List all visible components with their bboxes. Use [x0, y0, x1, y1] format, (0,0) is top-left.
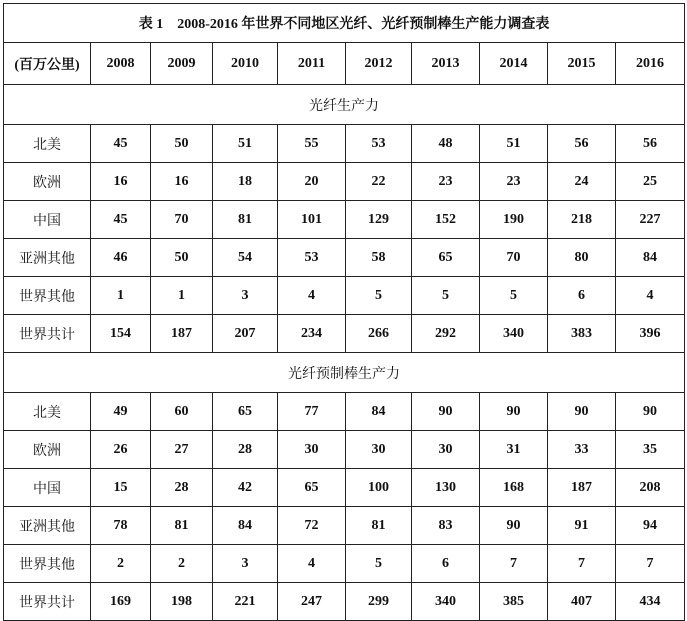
- value-cell: 91: [548, 507, 616, 545]
- table-row: [4, 393, 685, 431]
- value-cell: 35: [616, 431, 685, 469]
- value-cell: 168: [480, 469, 548, 507]
- value-cell: 77: [278, 393, 346, 431]
- value-cell: 27: [151, 431, 213, 469]
- table-row: [4, 545, 685, 583]
- value-cell: 25: [616, 163, 685, 201]
- value-cell: 81: [213, 201, 278, 239]
- value-cell: 2: [91, 545, 151, 583]
- value-cell: 15: [91, 469, 151, 507]
- value-cell: 84: [616, 239, 685, 277]
- table-row: [4, 201, 685, 239]
- value-cell: 53: [346, 125, 412, 163]
- value-cell: 130: [412, 469, 480, 507]
- value-cell: 30: [346, 431, 412, 469]
- value-cell: 80: [548, 239, 616, 277]
- value-cell: 198: [151, 583, 213, 621]
- region-cell: 亚洲其他: [4, 507, 91, 545]
- section-label: 光纤预制棒生产力: [4, 353, 685, 393]
- value-cell: 152: [412, 201, 480, 239]
- value-cell: 7: [480, 545, 548, 583]
- value-cell: 16: [91, 163, 151, 201]
- value-cell: 51: [480, 125, 548, 163]
- value-cell: 292: [412, 315, 480, 353]
- table-row: [4, 507, 685, 545]
- year-header: 2016: [616, 43, 685, 85]
- section-row: [4, 353, 685, 393]
- value-cell: 51: [213, 125, 278, 163]
- value-cell: 65: [412, 239, 480, 277]
- value-cell: 1: [91, 277, 151, 315]
- value-cell: 31: [480, 431, 548, 469]
- value-cell: 5: [412, 277, 480, 315]
- value-cell: 234: [278, 315, 346, 353]
- value-cell: 53: [278, 239, 346, 277]
- value-cell: 396: [616, 315, 685, 353]
- value-cell: 46: [91, 239, 151, 277]
- value-cell: 3: [213, 277, 278, 315]
- region-cell: 北美: [4, 125, 91, 163]
- value-cell: 407: [548, 583, 616, 621]
- value-cell: 33: [548, 431, 616, 469]
- region-cell: 中国: [4, 201, 91, 239]
- value-cell: 90: [480, 393, 548, 431]
- region-cell: 世界共计: [4, 583, 91, 621]
- value-cell: 81: [346, 507, 412, 545]
- value-cell: 340: [480, 315, 548, 353]
- value-cell: 45: [91, 125, 151, 163]
- value-cell: 16: [151, 163, 213, 201]
- value-cell: 30: [412, 431, 480, 469]
- year-header: 2009: [151, 43, 213, 85]
- value-cell: 340: [412, 583, 480, 621]
- value-cell: 208: [616, 469, 685, 507]
- value-cell: 3: [213, 545, 278, 583]
- value-cell: 70: [480, 239, 548, 277]
- value-cell: 5: [346, 277, 412, 315]
- value-cell: 42: [213, 469, 278, 507]
- region-cell: 欧洲: [4, 163, 91, 201]
- value-cell: 5: [480, 277, 548, 315]
- value-cell: 84: [213, 507, 278, 545]
- value-cell: 218: [548, 201, 616, 239]
- value-cell: 70: [151, 201, 213, 239]
- region-cell: 亚洲其他: [4, 239, 91, 277]
- value-cell: 18: [213, 163, 278, 201]
- year-header: 2010: [213, 43, 278, 85]
- value-cell: 45: [91, 201, 151, 239]
- value-cell: 78: [91, 507, 151, 545]
- table-body: [4, 4, 685, 621]
- value-cell: 154: [91, 315, 151, 353]
- value-cell: 1: [151, 277, 213, 315]
- value-cell: 65: [278, 469, 346, 507]
- value-cell: 72: [278, 507, 346, 545]
- table-row: [4, 239, 685, 277]
- table-row: [4, 583, 685, 621]
- value-cell: 266: [346, 315, 412, 353]
- value-cell: 50: [151, 239, 213, 277]
- value-cell: 90: [548, 393, 616, 431]
- value-cell: 7: [616, 545, 685, 583]
- capacity-table: [3, 3, 685, 621]
- table-row: [4, 277, 685, 315]
- value-cell: 24: [548, 163, 616, 201]
- value-cell: 4: [278, 277, 346, 315]
- value-cell: 221: [213, 583, 278, 621]
- year-header: 2011: [278, 43, 346, 85]
- value-cell: 28: [151, 469, 213, 507]
- value-cell: 30: [278, 431, 346, 469]
- value-cell: 28: [213, 431, 278, 469]
- value-cell: 227: [616, 201, 685, 239]
- region-cell: 中国: [4, 469, 91, 507]
- table-row: [4, 315, 685, 353]
- value-cell: 434: [616, 583, 685, 621]
- value-cell: 6: [412, 545, 480, 583]
- value-cell: 187: [151, 315, 213, 353]
- value-cell: 56: [616, 125, 685, 163]
- value-cell: 90: [616, 393, 685, 431]
- value-cell: 101: [278, 201, 346, 239]
- value-cell: 20: [278, 163, 346, 201]
- value-cell: 129: [346, 201, 412, 239]
- table-row: [4, 125, 685, 163]
- value-cell: 94: [616, 507, 685, 545]
- value-cell: 299: [346, 583, 412, 621]
- value-cell: 4: [278, 545, 346, 583]
- value-cell: 187: [548, 469, 616, 507]
- table-title: 表 1 2008-2016 年世界不同地区光纤、光纤预制棒生产能力调查表: [4, 4, 685, 43]
- table-row: [4, 431, 685, 469]
- value-cell: 50: [151, 125, 213, 163]
- value-cell: 4: [616, 277, 685, 315]
- value-cell: 49: [91, 393, 151, 431]
- value-cell: 207: [213, 315, 278, 353]
- table-row: [4, 163, 685, 201]
- year-header: 2015: [548, 43, 616, 85]
- value-cell: 2: [151, 545, 213, 583]
- value-cell: 7: [548, 545, 616, 583]
- value-cell: 84: [346, 393, 412, 431]
- value-cell: 385: [480, 583, 548, 621]
- value-cell: 22: [346, 163, 412, 201]
- value-cell: 90: [412, 393, 480, 431]
- value-cell: 100: [346, 469, 412, 507]
- value-cell: 6: [548, 277, 616, 315]
- value-cell: 58: [346, 239, 412, 277]
- value-cell: 60: [151, 393, 213, 431]
- section-label: 光纤生产力: [4, 85, 685, 125]
- value-cell: 55: [278, 125, 346, 163]
- region-cell: 北美: [4, 393, 91, 431]
- year-header: 2013: [412, 43, 480, 85]
- section-row: [4, 85, 685, 125]
- value-cell: 65: [213, 393, 278, 431]
- value-cell: 247: [278, 583, 346, 621]
- header-row: [4, 43, 685, 85]
- value-cell: 190: [480, 201, 548, 239]
- table-row: [4, 469, 685, 507]
- value-cell: 48: [412, 125, 480, 163]
- value-cell: 23: [412, 163, 480, 201]
- value-cell: 81: [151, 507, 213, 545]
- value-cell: 90: [480, 507, 548, 545]
- region-cell: 世界其他: [4, 545, 91, 583]
- year-header: 2014: [480, 43, 548, 85]
- region-cell: 世界其他: [4, 277, 91, 315]
- region-cell: 欧洲: [4, 431, 91, 469]
- region-cell: 世界共计: [4, 315, 91, 353]
- title-row: [4, 4, 685, 43]
- value-cell: 54: [213, 239, 278, 277]
- value-cell: 169: [91, 583, 151, 621]
- value-cell: 383: [548, 315, 616, 353]
- value-cell: 26: [91, 431, 151, 469]
- year-header: 2012: [346, 43, 412, 85]
- unit-label: (百万公里): [4, 43, 91, 85]
- value-cell: 5: [346, 545, 412, 583]
- value-cell: 56: [548, 125, 616, 163]
- value-cell: 83: [412, 507, 480, 545]
- year-header: 2008: [91, 43, 151, 85]
- value-cell: 23: [480, 163, 548, 201]
